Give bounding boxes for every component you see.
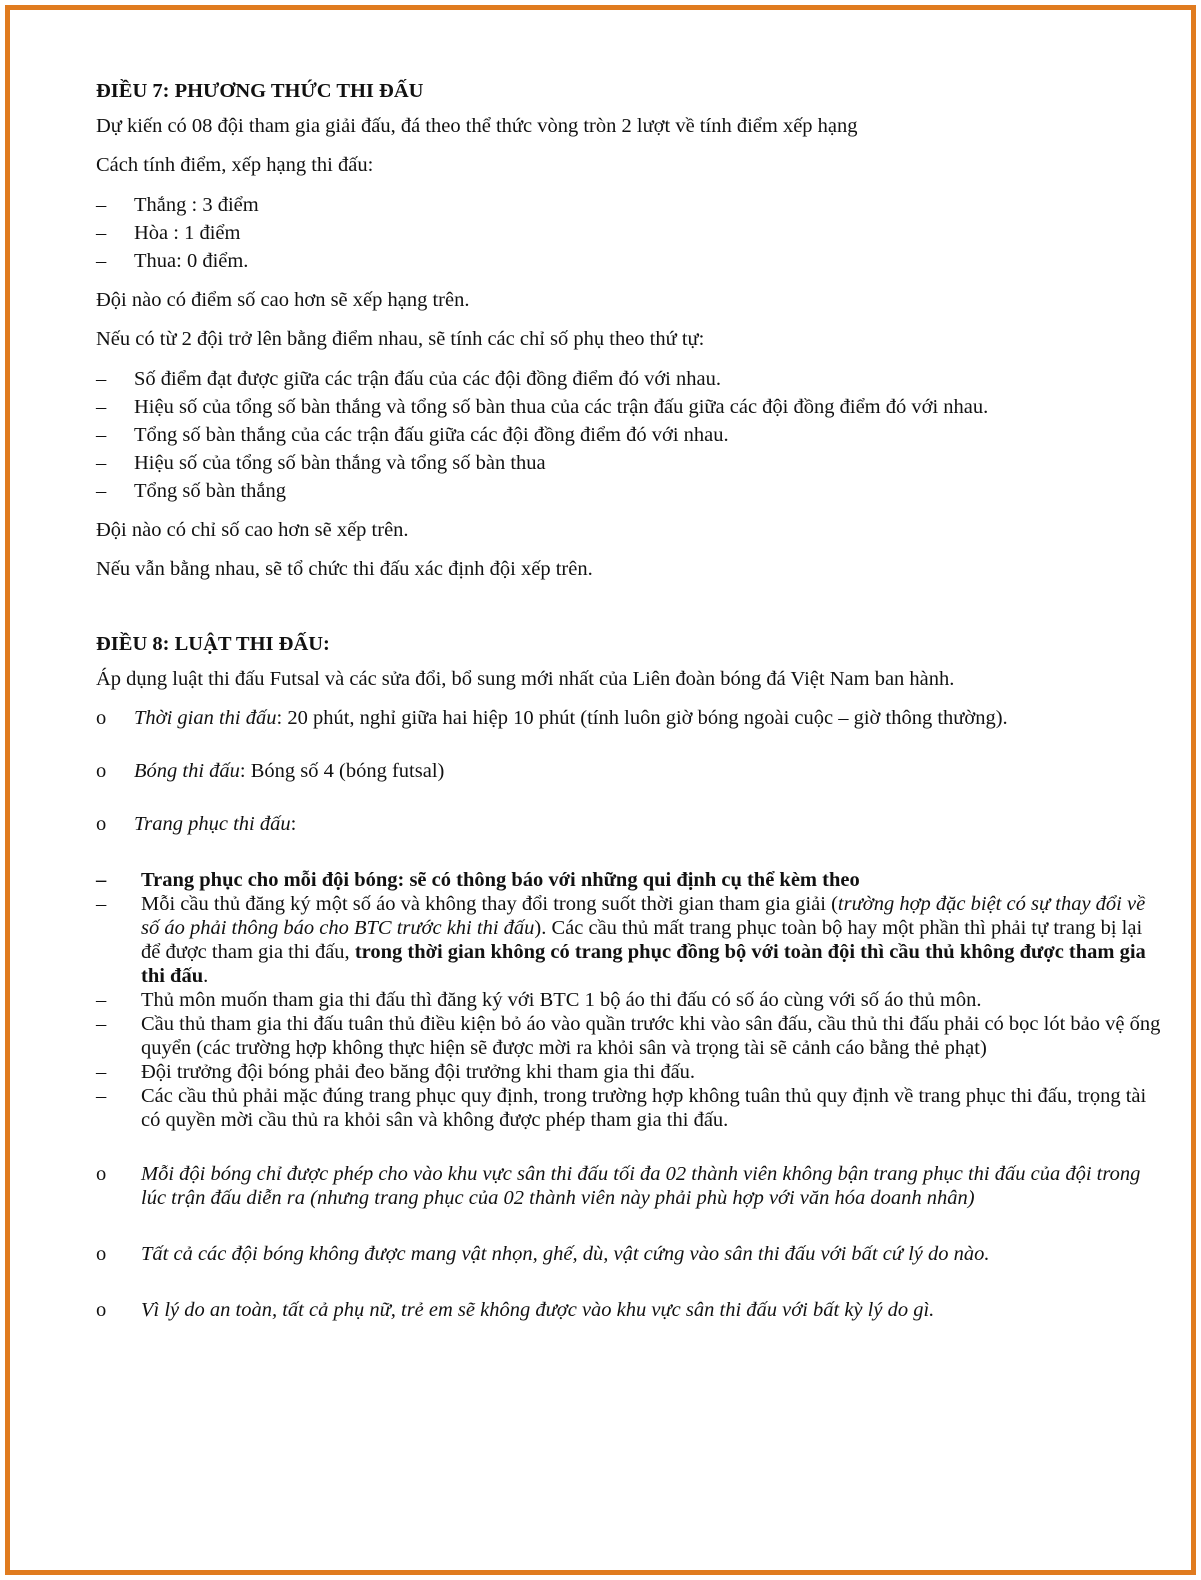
list-item: – Tổng số bàn thắng xyxy=(96,477,1166,505)
note-item: o Mỗi đội bóng chỉ được phép cho vào khu vực sân thi đấu tối đa 02 thành viên không bận trang phục thi đấu của đội trong lúc trận đấu diễn ra (nhưng trang phục của 02 thành viên này phải phù hợp với văn hóa doanh nhân) xyxy=(96,1163,1141,1209)
dash-marker: – xyxy=(96,222,107,244)
list-item: – Hòa : 1 điểm xyxy=(96,219,1166,247)
dash-marker: – xyxy=(96,250,107,272)
scoring-list xyxy=(96,191,1166,275)
scoring-label: Cách tính điểm, xếp hạng thi đấu: xyxy=(96,154,374,176)
tiebreak-list xyxy=(96,365,1166,505)
dash-marker: – xyxy=(96,480,107,502)
circle-bullet-icon: o xyxy=(96,1299,107,1321)
circle-bullet-icon: o xyxy=(96,1243,107,1265)
section-7-heading: ĐIỀU 7: PHƯƠNG THỨC THI ĐẤU xyxy=(96,80,424,102)
section-7-intro: Dự kiến có 08 đội tham gia giải đấu, đá theo thể thức vòng tròn 2 lượt về tính điểm xếp hạng xyxy=(96,115,858,137)
uniform-label: Trang phục thi đấu xyxy=(134,813,291,835)
ball-text: : Bóng số 4 (bóng futsal) xyxy=(239,760,445,782)
list-item: – Thủ môn muốn tham gia thi đấu thì đăng ký với BTC 1 bộ áo thi đấu có số áo cùng với số áo thủ môn. xyxy=(96,989,982,1011)
higher-rank-text: Đội nào có điểm số cao hơn sẽ xếp hạng trên. xyxy=(96,289,470,311)
dash-marker: – xyxy=(96,869,107,891)
uniform-rules-list xyxy=(96,868,1166,1132)
section-gap xyxy=(96,595,1166,631)
dash-marker: – xyxy=(96,452,107,474)
dash-marker: – xyxy=(96,368,107,390)
section-8-heading: ĐIỀU 8: LUẬT THI ĐẤU: xyxy=(96,633,330,655)
list-item: – Cầu thủ tham gia thi đấu tuân thủ điều kiện bỏ áo vào quần trước khi vào sân đấu, cầu thủ thi đấu phải có bọc lót bảo vệ ống quyển (các trường hợp không thực hiện sẽ được mời ra khỏi sân và trọng tài sẽ cảnh cáo bằng thẻ phạt) xyxy=(96,1013,1161,1059)
index-rank-text: Đội nào có chỉ số cao hơn sẽ xếp trên. xyxy=(96,519,409,541)
dash-marker: – xyxy=(96,396,107,418)
document-body xyxy=(96,78,1166,1348)
circle-bullet-icon: o xyxy=(96,1163,107,1185)
uniform-rule: o Trang phục thi đấu: xyxy=(96,811,1166,838)
list-item: – Đội trưởng đội bóng phải đeo băng đội trưởng khi tham gia thi đấu. xyxy=(96,1061,696,1083)
section-8-intro: Áp dụng luật thi đấu Futsal và các sửa đổi, bổ sung mới nhất của Liên đoàn bóng đá Việt Nam ban hành. xyxy=(96,668,955,690)
time-label: Thời gian thi đấu xyxy=(134,707,277,729)
list-item: – Hiệu số của tổng số bàn thắng và tổng số bàn thua của các trận đấu giữa các đội đồng điểm đó với nhau. xyxy=(96,393,1166,421)
list-item: – Thắng : 3 điểm xyxy=(96,191,1166,219)
dash-marker: – xyxy=(96,194,107,216)
dash-marker: – xyxy=(96,1085,107,1107)
time-text: : 20 phút, nghỉ giữa hai hiệp 10 phút (tính luôn giờ bóng ngoài cuộc – giờ thông thường). xyxy=(276,707,1008,729)
circle-bullet-icon: o xyxy=(96,813,107,835)
list-item: – Hiệu số của tổng số bàn thắng và tổng số bàn thua xyxy=(96,449,1166,477)
list-item: – Mỗi cầu thủ đăng ký một số áo và không thay đổi trong suốt thời gian tham gia giải (trường hợp đặc biệt có sự thay đổi về số áo phải thông báo cho BTC trước khi thi đấu). Các cầu thủ mất trang phục toàn bộ hay một phần thì phải tự trang bị lại để được tham gia thi đấu, trong thời gian không có trang phục đồng bộ với toàn đội thì cầu thủ không được tham gia thi đấu. xyxy=(96,893,1146,987)
time-rule xyxy=(96,705,1166,732)
dash-marker: – xyxy=(96,989,107,1011)
note-item: o Vì lý do an toàn, tất cả phụ nữ, trẻ em sẽ không được vào khu vực sân thi đấu với bất kỳ lý do gì. xyxy=(96,1299,935,1321)
circle-bullet-icon: o xyxy=(96,707,107,729)
still-equal-text: Nếu vẫn bằng nhau, sẽ tổ chức thi đấu xác định đội xếp trên. xyxy=(96,558,593,580)
list-item: – Thua: 0 điểm. xyxy=(96,247,1166,275)
tiebreak-label: Nếu có từ 2 đội trở lên bằng điểm nhau, sẽ tính các chỉ số phụ theo thứ tự: xyxy=(96,328,705,350)
list-item: – Trang phục cho mỗi đội bóng: sẽ có thông báo với những qui định cụ thể kèm theo xyxy=(96,869,860,891)
dash-marker: – xyxy=(96,893,107,915)
dash-marker: – xyxy=(96,424,107,446)
ball-label: Bóng thi đấu xyxy=(134,760,240,782)
dash-marker: – xyxy=(96,1061,107,1083)
ball-rule xyxy=(96,758,1166,785)
list-item: – Số điểm đạt được giữa các trận đấu của các đội đồng điểm đó với nhau. xyxy=(96,365,1166,393)
list-item: – Các cầu thủ phải mặc đúng trang phục quy định, trong trường hợp không tuân thủ quy định về trang phục thi đấu, trọng tài có quyền mời cầu thủ ra khỏi sân và không được phép tham gia thi đấu. xyxy=(96,1085,1147,1131)
circle-bullet-icon: o xyxy=(96,760,107,782)
dash-marker: – xyxy=(96,1013,107,1035)
list-item: – Tổng số bàn thắng của các trận đấu giữa các đội đồng điểm đó với nhau. xyxy=(96,421,1166,449)
note-item: o Tất cả các đội bóng không được mang vật nhọn, ghế, dù, vật cứng vào sân thi đấu với bất cứ lý do nào. xyxy=(96,1243,990,1265)
